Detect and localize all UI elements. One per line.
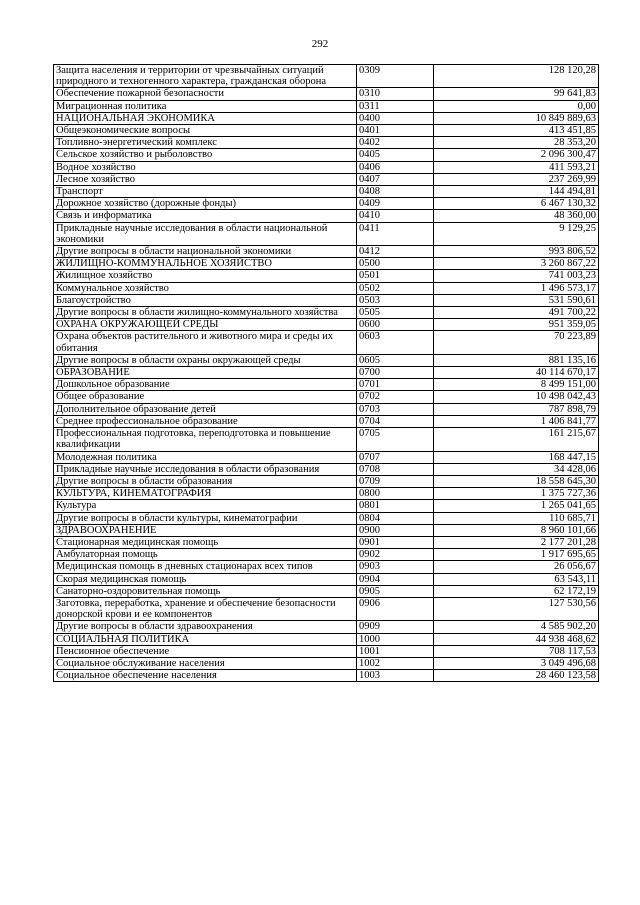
row-name-cell: Коммунальное хозяйство (54, 282, 357, 294)
row-amount-cell: 8 960 101,66 (434, 524, 599, 536)
row-amount-cell: 237 269,99 (434, 173, 599, 185)
row-name-cell: Защита населения и территории от чрезвычайных ситуаций природного и техногенного характера, гражданская оборона (54, 65, 357, 88)
row-amount-cell: 2 096 300,47 (434, 149, 599, 161)
row-code-cell: 0704 (357, 415, 434, 427)
row-amount-cell: 708 117,53 (434, 645, 599, 657)
table-row (54, 512, 599, 524)
table-row (54, 100, 599, 112)
row-amount-cell: 99 641,83 (434, 88, 599, 100)
row-code-cell: 0408 (357, 186, 434, 198)
table-row (54, 597, 599, 620)
row-name-cell: Заготовка, переработка, хранение и обеспечение безопасности донорской крови и ее компонентов (54, 597, 357, 620)
row-amount-cell: 26 056,67 (434, 561, 599, 573)
row-amount-cell: 951 359,05 (434, 319, 599, 331)
row-code-cell: 0801 (357, 500, 434, 512)
table-row (54, 161, 599, 173)
row-amount-cell: 531 590,61 (434, 294, 599, 306)
row-amount-cell: 40 114 670,17 (434, 367, 599, 379)
row-code-cell: 1000 (357, 633, 434, 645)
row-code-cell: 0904 (357, 573, 434, 585)
row-amount-cell: 2 177 201,28 (434, 536, 599, 548)
row-name-cell: Пенсионное обеспечение (54, 645, 357, 657)
table-row (54, 415, 599, 427)
row-amount-cell: 128 120,28 (434, 65, 599, 88)
row-code-cell: 0701 (357, 379, 434, 391)
row-name-cell: Благоустройство (54, 294, 357, 306)
row-name-cell: Дорожное хозяйство (дорожные фонды) (54, 198, 357, 210)
row-amount-cell: 1 496 573,17 (434, 282, 599, 294)
row-code-cell: 0600 (357, 319, 434, 331)
table-row (54, 428, 599, 451)
row-name-cell: Топливно-энергетический комплекс (54, 137, 357, 149)
table-row (54, 210, 599, 222)
table-row (54, 621, 599, 633)
table-row (54, 354, 599, 366)
row-amount-cell: 70 223,89 (434, 331, 599, 354)
row-code-cell: 0406 (357, 161, 434, 173)
row-code-cell: 0505 (357, 307, 434, 319)
table-row (54, 500, 599, 512)
row-name-cell: Другие вопросы в области охраны окружающей среды (54, 354, 357, 366)
row-code-cell: 0409 (357, 198, 434, 210)
row-code-cell: 0709 (357, 475, 434, 487)
row-amount-cell: 411 593,21 (434, 161, 599, 173)
row-amount-cell: 3 049 496,68 (434, 657, 599, 669)
table-row (54, 645, 599, 657)
table-row (54, 246, 599, 258)
table-row (54, 173, 599, 185)
budget-table (53, 64, 599, 682)
row-code-cell: 0800 (357, 488, 434, 500)
row-name-cell: Культура (54, 500, 357, 512)
table-row (54, 258, 599, 270)
row-code-cell: 0402 (357, 137, 434, 149)
row-name-cell: Жилищное хозяйство (54, 270, 357, 282)
row-amount-cell: 28 460 123,58 (434, 670, 599, 682)
table-row (54, 282, 599, 294)
row-code-cell: 0905 (357, 585, 434, 597)
row-amount-cell: 491 700,22 (434, 307, 599, 319)
row-code-cell: 0310 (357, 88, 434, 100)
row-amount-cell: 1 265 041,65 (434, 500, 599, 512)
row-amount-cell: 144 494,81 (434, 186, 599, 198)
table-row (54, 307, 599, 319)
row-amount-cell: 127 530,56 (434, 597, 599, 620)
row-amount-cell: 0,00 (434, 100, 599, 112)
row-name-cell: Миграционная политика (54, 100, 357, 112)
table-row (54, 475, 599, 487)
row-code-cell: 0909 (357, 621, 434, 633)
row-amount-cell: 44 938 468,62 (434, 633, 599, 645)
row-amount-cell: 993 806,52 (434, 246, 599, 258)
row-code-cell: 0500 (357, 258, 434, 270)
row-code-cell: 0407 (357, 173, 434, 185)
table-row (54, 65, 599, 88)
table-row (54, 294, 599, 306)
row-amount-cell: 1 917 695,65 (434, 549, 599, 561)
row-name-cell: Лесное хозяйство (54, 173, 357, 185)
row-code-cell: 1003 (357, 670, 434, 682)
row-amount-cell: 62 172,19 (434, 585, 599, 597)
table-row (54, 379, 599, 391)
row-name-cell: Стационарная медицинская помощь (54, 536, 357, 548)
row-code-cell: 0702 (357, 391, 434, 403)
row-amount-cell: 3 260 867,22 (434, 258, 599, 270)
row-amount-cell: 413 451,85 (434, 125, 599, 137)
row-name-cell: Дошкольное образование (54, 379, 357, 391)
table-row (54, 585, 599, 597)
row-name-cell: Другие вопросы в области образования (54, 475, 357, 487)
row-name-cell: Медицинская помощь в дневных стационарах всех типов (54, 561, 357, 573)
row-name-cell: Связь и информатика (54, 210, 357, 222)
table-row (54, 391, 599, 403)
row-name-cell: ЖИЛИЩНО-КОММУНАЛЬНОЕ ХОЗЯЙСТВО (54, 258, 357, 270)
row-amount-cell: 9 129,25 (434, 222, 599, 245)
row-code-cell: 0703 (357, 403, 434, 415)
table-row (54, 573, 599, 585)
row-name-cell: Социальное обслуживание населения (54, 657, 357, 669)
row-code-cell: 0700 (357, 367, 434, 379)
row-amount-cell: 4 585 902,20 (434, 621, 599, 633)
row-name-cell: Скорая медицинская помощь (54, 573, 357, 585)
row-name-cell: Другие вопросы в области жилищно-коммунального хозяйства (54, 307, 357, 319)
table-row (54, 198, 599, 210)
table-row (54, 222, 599, 245)
table-row (54, 633, 599, 645)
row-code-cell: 0901 (357, 536, 434, 548)
row-code-cell: 0902 (357, 549, 434, 561)
table-row (54, 524, 599, 536)
table-row (54, 670, 599, 682)
page-number: 292 (311, 38, 329, 50)
table-row (54, 319, 599, 331)
row-code-cell: 0309 (357, 65, 434, 88)
row-code-cell: 0906 (357, 597, 434, 620)
row-code-cell: 0503 (357, 294, 434, 306)
table-row (54, 451, 599, 463)
row-name-cell: Другие вопросы в области культуры, кинематографии (54, 512, 357, 524)
row-name-cell: Прикладные научные исследования в области национальной экономики (54, 222, 357, 245)
row-name-cell: ЗДРАВООХРАНЕНИЕ (54, 524, 357, 536)
row-amount-cell: 161 215,67 (434, 428, 599, 451)
row-code-cell: 0311 (357, 100, 434, 112)
row-name-cell: Общее образование (54, 391, 357, 403)
row-amount-cell: 10 849 889,63 (434, 112, 599, 124)
budget-table-body (54, 65, 599, 682)
table-row (54, 186, 599, 198)
row-amount-cell: 6 467 130,32 (434, 198, 599, 210)
row-amount-cell: 63 543,11 (434, 573, 599, 585)
row-name-cell: Другие вопросы в области национальной экономики (54, 246, 357, 258)
row-amount-cell: 10 498 042,43 (434, 391, 599, 403)
row-name-cell: Среднее профессиональное образование (54, 415, 357, 427)
row-code-cell: 0412 (357, 246, 434, 258)
table-row (54, 463, 599, 475)
row-code-cell: 0401 (357, 125, 434, 137)
table-row (54, 657, 599, 669)
row-name-cell: Общеэкономические вопросы (54, 125, 357, 137)
row-name-cell: КУЛЬТУРА, КИНЕМАТОГРАФИЯ (54, 488, 357, 500)
row-name-cell: СОЦИАЛЬНАЯ ПОЛИТИКА (54, 633, 357, 645)
row-name-cell: Санаторно-оздоровительная помощь (54, 585, 357, 597)
row-code-cell: 0705 (357, 428, 434, 451)
row-amount-cell: 34 428,06 (434, 463, 599, 475)
row-code-cell: 0410 (357, 210, 434, 222)
row-code-cell: 0400 (357, 112, 434, 124)
row-amount-cell: 741 003,23 (434, 270, 599, 282)
row-name-cell: Амбулаторная помощь (54, 549, 357, 561)
table-row (54, 561, 599, 573)
row-code-cell: 0605 (357, 354, 434, 366)
row-name-cell: Другие вопросы в области здравоохранения (54, 621, 357, 633)
row-amount-cell: 1 406 841,77 (434, 415, 599, 427)
table-row (54, 137, 599, 149)
row-name-cell: НАЦИОНАЛЬНАЯ ЭКОНОМИКА (54, 112, 357, 124)
row-name-cell: Транспорт (54, 186, 357, 198)
row-name-cell: Обеспечение пожарной безопасности (54, 88, 357, 100)
row-amount-cell: 110 685,71 (434, 512, 599, 524)
row-code-cell: 1001 (357, 645, 434, 657)
row-name-cell: ОБРАЗОВАНИЕ (54, 367, 357, 379)
row-code-cell: 0708 (357, 463, 434, 475)
row-name-cell: Прикладные научные исследования в области образования (54, 463, 357, 475)
table-row (54, 536, 599, 548)
table-row (54, 331, 599, 354)
row-code-cell: 0707 (357, 451, 434, 463)
row-name-cell: Социальное обеспечение населения (54, 670, 357, 682)
row-code-cell: 0405 (357, 149, 434, 161)
row-code-cell: 0903 (357, 561, 434, 573)
table-row (54, 549, 599, 561)
row-name-cell: Профессиональная подготовка, переподготовка и повышение квалификации (54, 428, 357, 451)
table-row (54, 88, 599, 100)
row-name-cell: Дополнительное образование детей (54, 403, 357, 415)
row-code-cell: 1002 (357, 657, 434, 669)
row-amount-cell: 8 499 151,00 (434, 379, 599, 391)
table-row (54, 112, 599, 124)
row-amount-cell: 18 558 645,30 (434, 475, 599, 487)
row-code-cell: 0502 (357, 282, 434, 294)
row-amount-cell: 48 360,00 (434, 210, 599, 222)
row-name-cell: ОХРАНА ОКРУЖАЮЩЕЙ СРЕДЫ (54, 319, 357, 331)
row-code-cell: 0501 (357, 270, 434, 282)
row-amount-cell: 787 898,79 (434, 403, 599, 415)
table-row (54, 125, 599, 137)
table-row (54, 488, 599, 500)
row-name-cell: Молодежная политика (54, 451, 357, 463)
row-amount-cell: 881 135,16 (434, 354, 599, 366)
row-amount-cell: 1 375 727,36 (434, 488, 599, 500)
row-code-cell: 0603 (357, 331, 434, 354)
row-name-cell: Водное хозяйство (54, 161, 357, 173)
row-code-cell: 0900 (357, 524, 434, 536)
row-code-cell: 0804 (357, 512, 434, 524)
table-row (54, 149, 599, 161)
table-row (54, 270, 599, 282)
table-row (54, 367, 599, 379)
row-name-cell: Охрана объектов растительного и животного мира и среды их обитания (54, 331, 357, 354)
table-row (54, 403, 599, 415)
row-amount-cell: 168 447,15 (434, 451, 599, 463)
row-amount-cell: 28 353,20 (434, 137, 599, 149)
row-name-cell: Сельское хозяйство и рыболовство (54, 149, 357, 161)
row-code-cell: 0411 (357, 222, 434, 245)
